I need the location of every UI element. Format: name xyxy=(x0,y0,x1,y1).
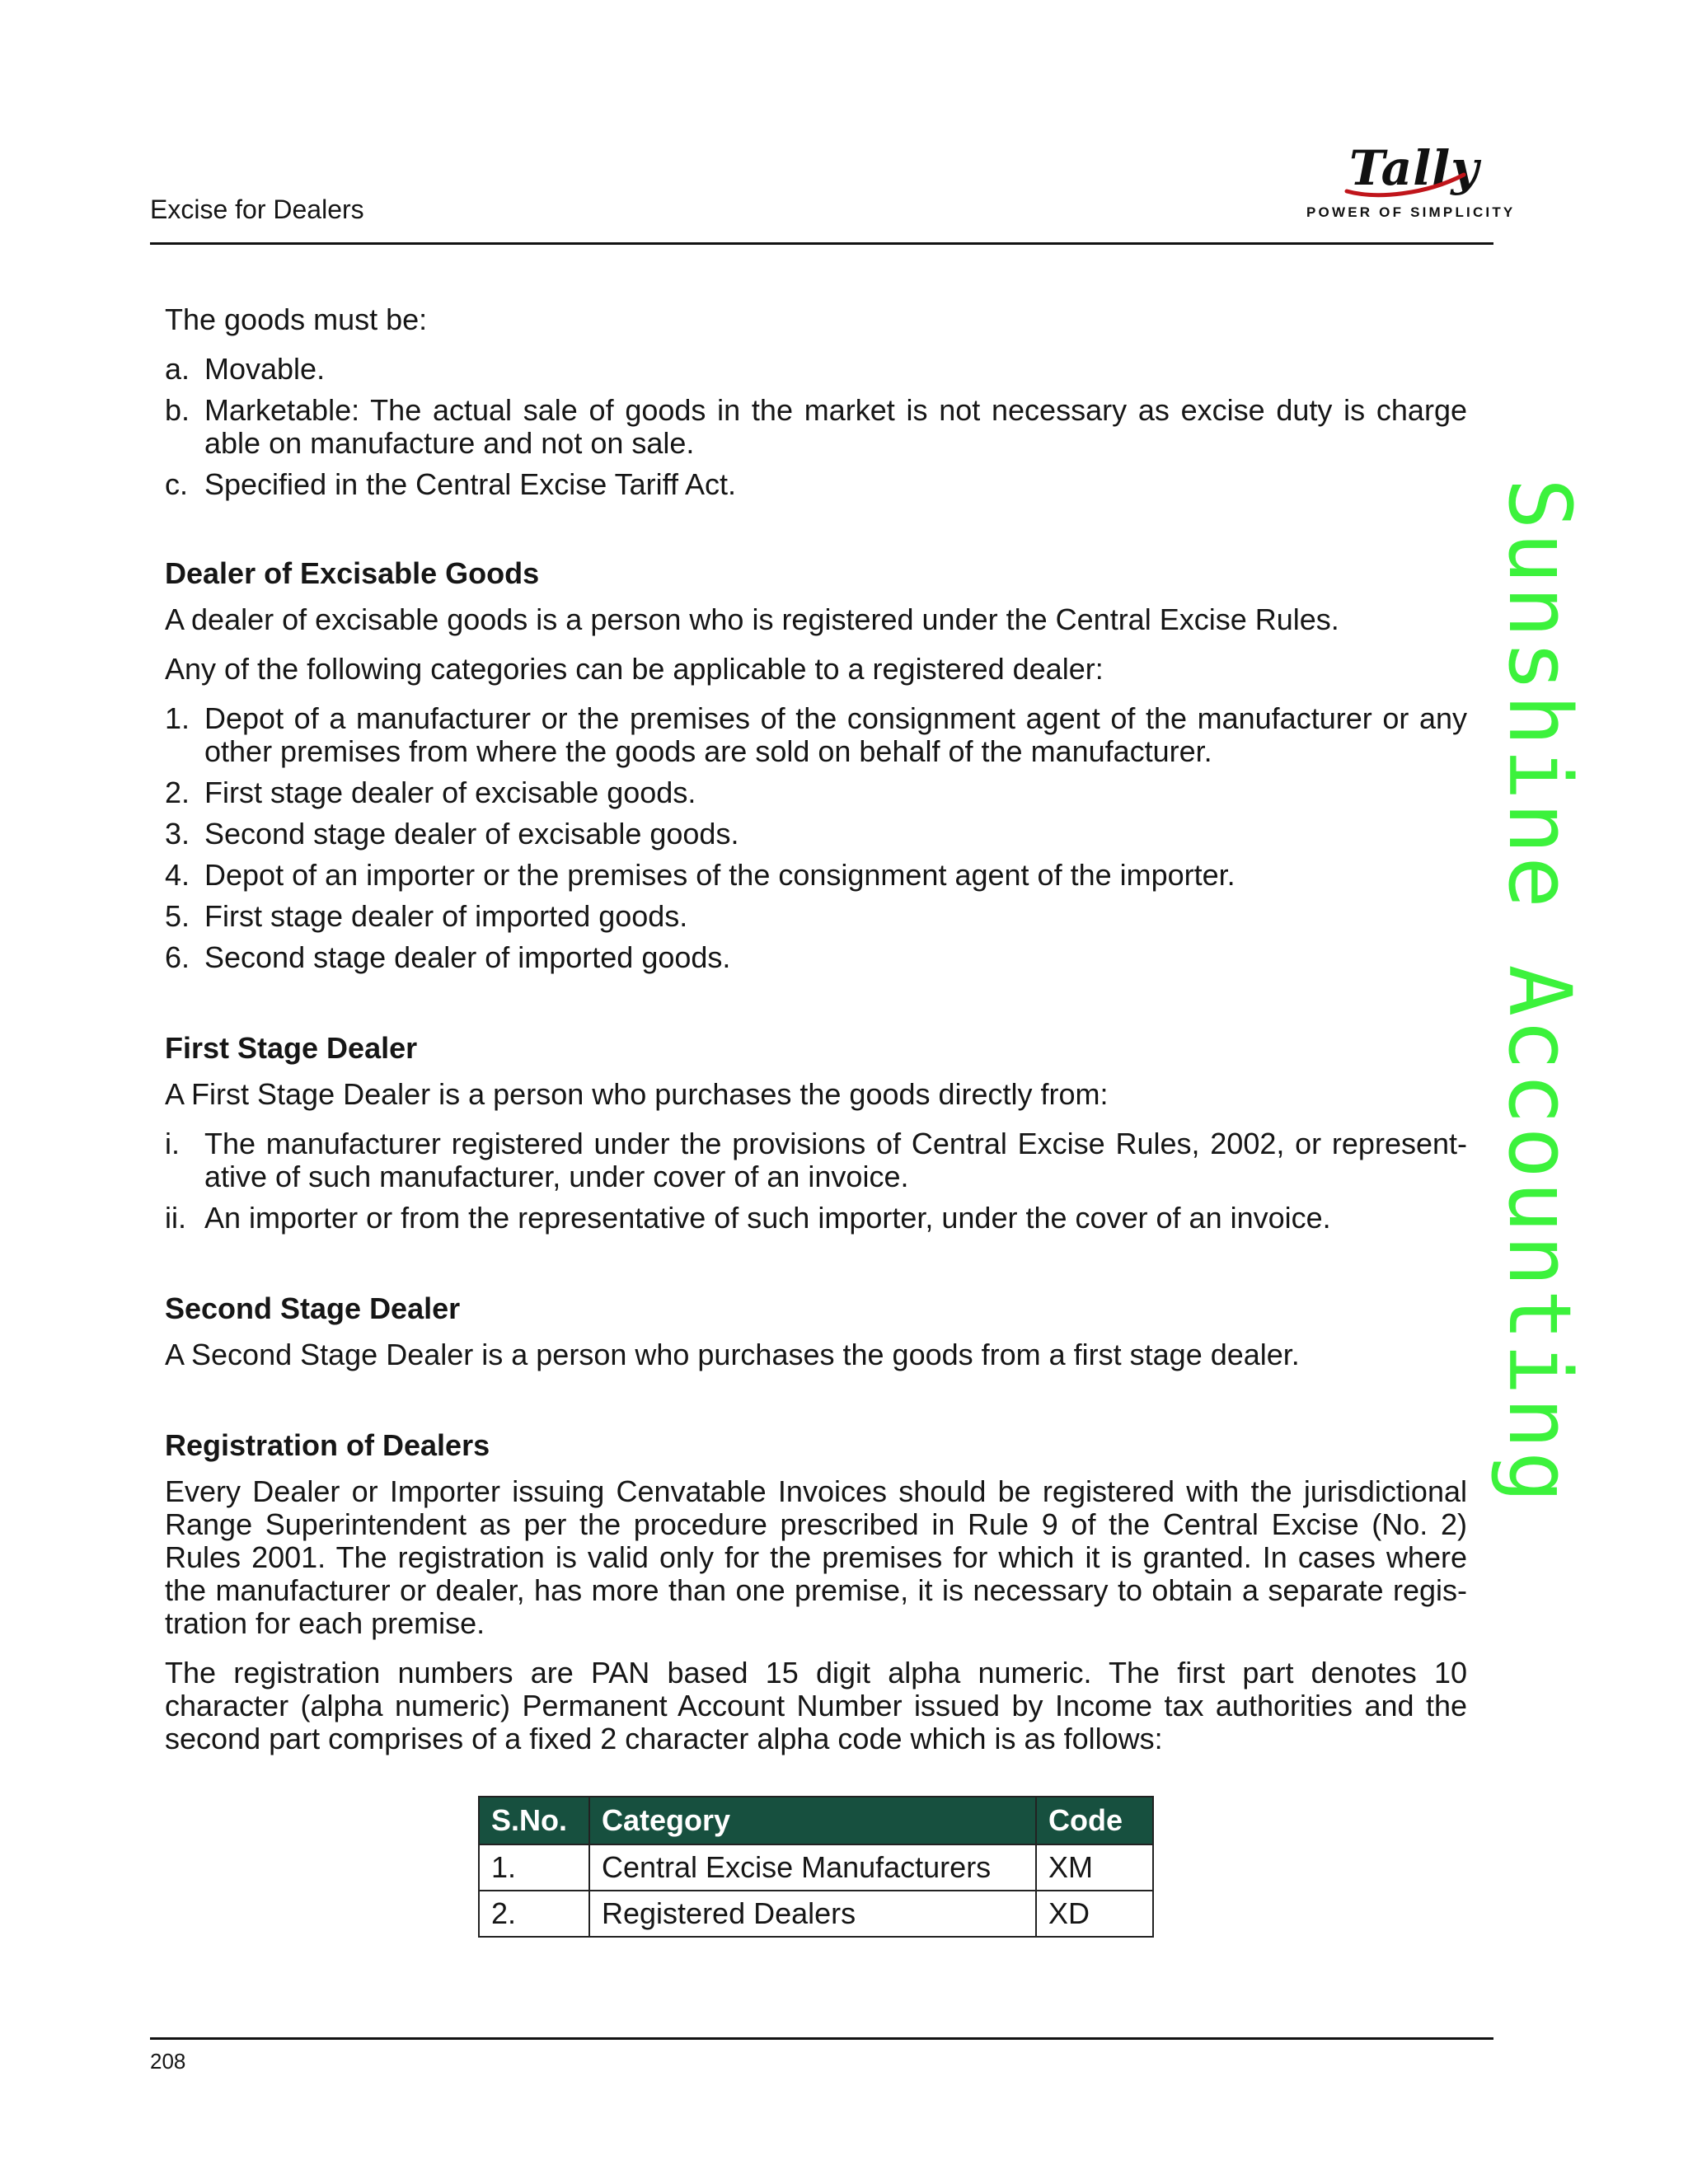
list-item: c. Specified in the Central Excise Tariff Act. xyxy=(165,467,736,501)
page-header-title: Excise for Dealers xyxy=(150,194,364,224)
first-stage-sources-list xyxy=(165,1127,1467,1235)
column-header-code: Code xyxy=(1036,1797,1153,1844)
header-divider xyxy=(150,242,1493,245)
paragraph: A Second Stage Dealer is a person who purchases the goods from a first stage dealer. xyxy=(165,1338,1300,1371)
section-heading: Dealer of Excisable Goods xyxy=(165,556,540,590)
table-cell: Registered Dealers xyxy=(589,1891,1036,1937)
list-item: b. Marketable: The actual sale of goods in the market is not necessary as excise duty is charge able on manufacture and not on sale. xyxy=(165,393,1467,460)
table-row xyxy=(479,1891,1153,1937)
sidebar-watermark-text: Sunshine Accounting xyxy=(1489,478,1590,1506)
table-row xyxy=(479,1844,1153,1891)
page-number: 208 xyxy=(150,2049,186,2074)
column-header-category: Category xyxy=(589,1797,1036,1844)
table-cell: 2. xyxy=(479,1891,589,1937)
list-item: a. Movable. xyxy=(165,352,326,386)
footer-divider xyxy=(150,2037,1493,2040)
list-item: ii. An importer or from the representative of such importer, under the cover of an invoice. xyxy=(165,1201,1331,1235)
list-item: 1. Depot of a manufacturer or the premises of the consignment agent of the manufacturer or any other premises from where the goods are sold on behalf of the manufacturer. xyxy=(165,701,1467,768)
table-header-row xyxy=(479,1797,1153,1844)
list-item: 6. Second stage dealer of imported goods. xyxy=(165,940,731,974)
logo-swoosh-icon xyxy=(1343,170,1467,198)
page-content xyxy=(165,303,1467,1755)
section-heading: Second Stage Dealer xyxy=(165,1291,461,1325)
section-heading: First Stage Dealer xyxy=(165,1031,418,1065)
table-cell: XM xyxy=(1036,1844,1153,1891)
list-item: 4. Depot of an importer or the premises of the consignment agent of the importer. xyxy=(165,858,1236,892)
goods-requirements-list xyxy=(165,353,1467,501)
table-cell: XD xyxy=(1036,1891,1153,1937)
registration-code-table xyxy=(478,1796,1154,1938)
paragraph: Every Dealer or Importer issuing Cenvatable Invoices should be registered with the jurisdictional Range Superintendent as per the procedure prescribed in Rule 9 of the Central Excise (No. 2) Rules 2001. The registration is valid only for the premises for which it is granted. In cases where the manufacturer or dealer, has more than one premise, it is necessary to obtain a separate regis- tration for each premise. xyxy=(165,1474,1467,1640)
paragraph: A dealer of excisable goods is a person who is registered under the Central Excise Rules. xyxy=(165,602,1339,636)
list-item: 3. Second stage dealer of excisable goods. xyxy=(165,817,739,851)
list-item: 2. First stage dealer of excisable goods. xyxy=(165,776,696,809)
logo-tagline: POWER OF SIMPLICITY xyxy=(1306,204,1516,220)
column-header-sno: S.No. xyxy=(479,1797,589,1844)
intro-lead: The goods must be: xyxy=(165,302,428,336)
paragraph: A First Stage Dealer is a person who purchases the goods directly from: xyxy=(165,1077,1109,1111)
paragraph: Any of the following categories can be applicable to a registered dealer: xyxy=(165,652,1104,686)
list-item: i. The manufacturer registered under the provisions of Central Excise Rules, 2002, or represent- ative of such manufacturer, under cover of an invoice. xyxy=(165,1127,1467,1193)
list-item: 5. First stage dealer of imported goods. xyxy=(165,899,688,933)
section-heading: Registration of Dealers xyxy=(165,1428,490,1462)
logo-wordmark: Tally xyxy=(1349,140,1479,196)
dealer-categories-list xyxy=(165,702,1467,974)
paragraph: The registration numbers are PAN based 15 digit alpha numeric. The first part denotes 10 character (alpha numeric) Permanent Account Number issued by Income tax authorities and the second part comprises of a fixed 2 character alpha code which is as follows: xyxy=(165,1656,1467,1755)
tally-logo xyxy=(1306,140,1516,223)
table-cell: Central Excise Manufacturers xyxy=(589,1844,1036,1891)
table-cell: 1. xyxy=(479,1844,589,1891)
